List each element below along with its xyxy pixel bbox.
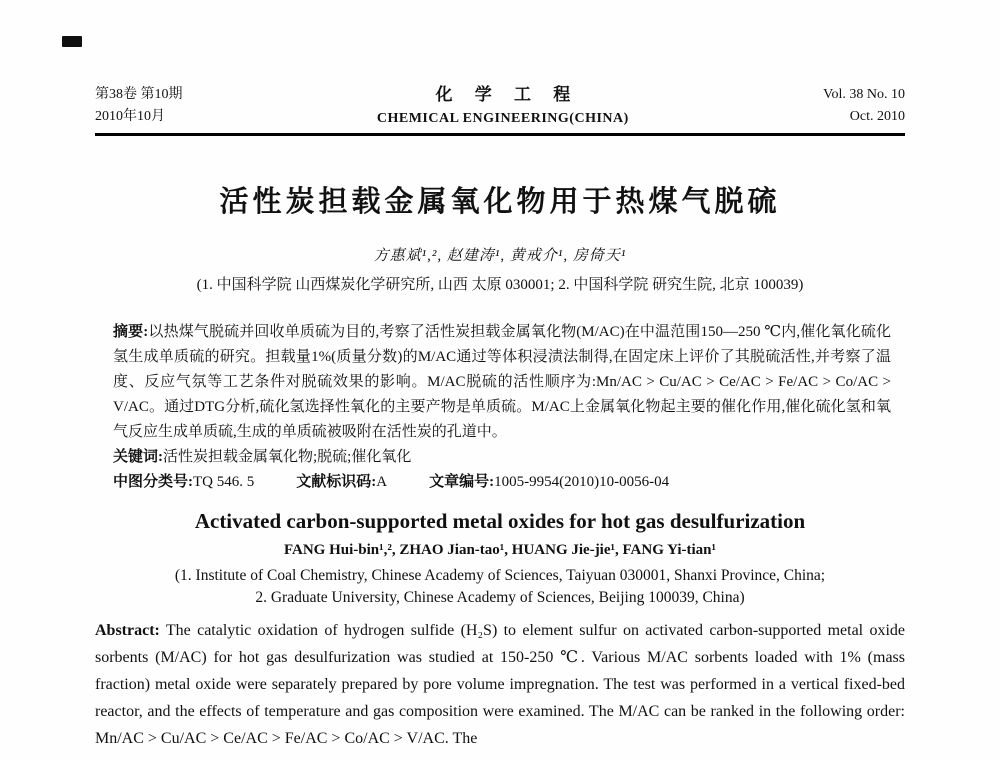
authors-cn: 方惠斌¹,², 赵建涛¹, 黄戒介¹, 房倚天¹: [373, 248, 627, 264]
article-no-label: 文章编号:: [429, 474, 495, 490]
journal-name-cn: 化 学 工 程: [435, 85, 580, 104]
journal-name-en: CHEMICAL ENGINEERING(CHINA): [376, 111, 629, 126]
article-title-en: Activated carbon-supported metal oxides for hot gas desulfurization: [194, 509, 806, 533]
affiliation-en-2: 2. Graduate University, Chinese Academy of Sciences, Beijing 100039, China): [255, 589, 745, 606]
header-left-block: [95, 84, 183, 128]
issue-date-en: Oct. 2010: [849, 109, 905, 124]
affiliation-cn: (1. 中国科学院 山西煤炭化学研究所, 山西 太原 030001; 2. 中国科学院 研究生院, 北京 100039): [196, 277, 804, 293]
clc-value: TQ 546. 5: [193, 474, 255, 490]
header-rule: [95, 133, 905, 136]
article-body: [95, 160, 905, 752]
clc-number: [113, 470, 254, 495]
abstract-en-body: The catalytic oxidation of hydrogen sulfide (H₂S) to element sulfur on activated carbon-supported metal oxide sorbents (M/AC) for hot gas desulfurization was studied at 150-250 ℃. Various M/AC sorbents loaded with 1% (mass fraction) metal oxide were separately prepared by pore volume impregnation. The test was performed in a vertical fixed-bed reactor, and the effects of temperature and gas composition were examined. The M/AC can be ranked in the following order: Mn/AC > Cu/AC > Ce/AC > Fe/AC > Co/AC > V/AC. The: [95, 622, 905, 747]
abstract-cn-block: [95, 320, 905, 495]
scan-artifact-mark: [62, 36, 82, 47]
article-title-cn: 活性炭担载金属氧化物用于热煤气脱硫: [219, 186, 781, 218]
article-number: [429, 470, 669, 495]
abstract-cn: [113, 320, 891, 445]
abstract-en-label: Abstract:: [95, 622, 160, 639]
article-no-value: 1005-9954(2010)10-0056-04: [494, 474, 670, 490]
abstract-en: [95, 617, 905, 752]
affiliation-en-1: (1. Institute of Coal Chemistry, Chinese Academy of Sciences, Taiyuan 030001, Shanxi Province, China;: [174, 567, 826, 584]
doc-code-label: 文献标识码:: [296, 474, 377, 490]
header-right-block: [823, 84, 905, 128]
header-center-block: [377, 84, 629, 130]
authors-en: FANG Hui-bin¹,², ZHAO Jian-tao¹, HUANG Jie-jie¹, FANG Yi-tian¹: [283, 542, 717, 558]
keywords-text: 活性炭担载金属氧化物;脱硫;催化氧化: [163, 449, 412, 465]
classification-line: [113, 470, 891, 495]
keywords-cn: [113, 445, 891, 470]
journal-header: [95, 84, 905, 130]
keywords-label: 关键词:: [113, 449, 163, 465]
document-code: [296, 470, 387, 495]
volume-number-en: Vol. 38 No. 10: [823, 87, 905, 102]
issue-number-cn: 第38卷 第10期: [95, 87, 183, 102]
doc-code-value: A: [376, 474, 388, 490]
abstract-cn-text: 以热煤气脱硫并回收单质硫为目的,考察了活性炭担载金属氧化物(M/AC)在中温范围150—250 ℃内,催化氧化硫化氢生成单质硫的研究。担载量1%(质量分数)的M/AC通过等体积浸渍法制得,在固定床上评价了其脱硫活性,并考察了温度、反应气氛等工艺条件对脱硫效果的影响。M/AC脱硫的活性顺序为:Mn/AC > Cu/AC > Ce/AC > Fe/AC > Co/AC > V/AC。通过DTG分析,硫化氢选择性氧化的主要产物是单质硫。M/AC上金属氧化物起主要的催化作用,催化硫化氢和氧气反应生成单质硫,生成的单质硫被吸附在活性炭的孔道中。: [113, 324, 891, 440]
abstract-cn-label: 摘要:: [113, 324, 149, 340]
clc-label: 中图分类号:: [113, 474, 193, 490]
issue-date-cn: 2010年10月: [95, 109, 165, 124]
